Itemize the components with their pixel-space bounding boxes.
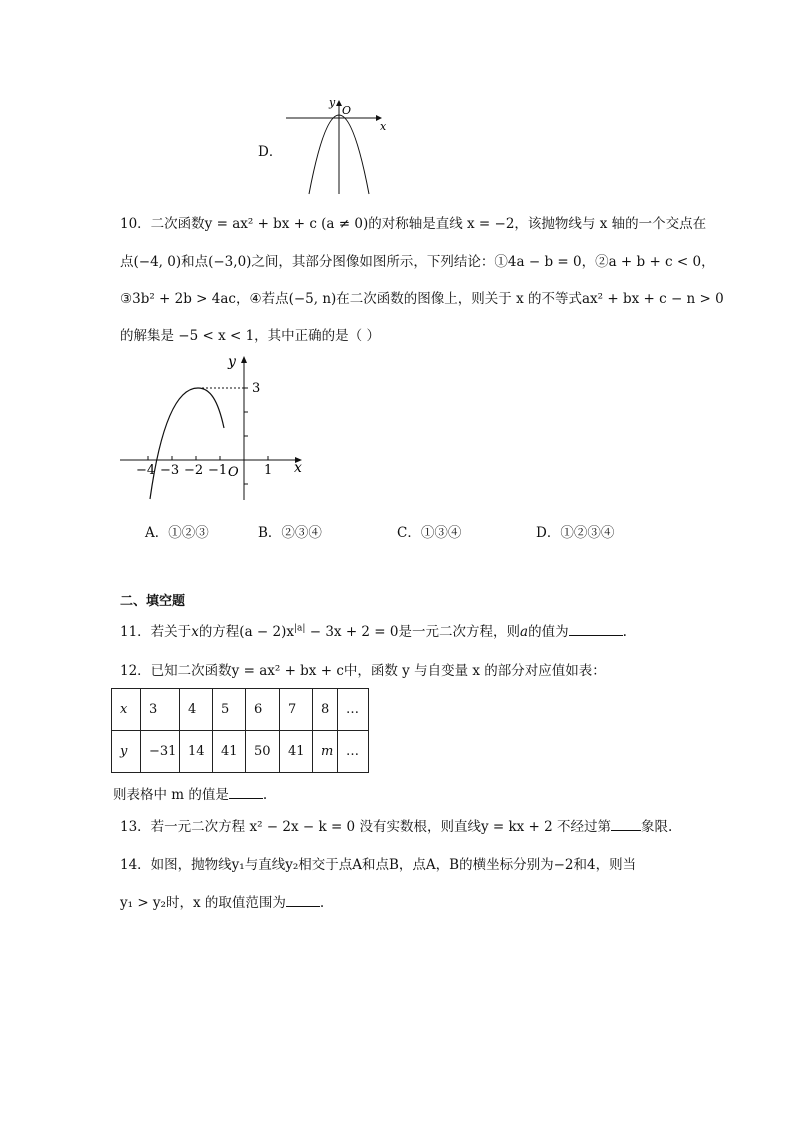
section-title-fill-blank: 二、填空题 — [120, 594, 186, 609]
q11-middle: 的方程(a − 2)x — [198, 624, 294, 640]
table-row — [112, 689, 369, 731]
table-cell: 5 — [213, 689, 246, 731]
q10-option-b[interactable]: B．②③④ — [258, 525, 322, 541]
q10-x-label: x — [294, 460, 302, 476]
q9-y-label: y — [329, 96, 336, 109]
q9-origin-label: O — [342, 104, 352, 117]
q12-value-table — [111, 688, 369, 773]
q9-option-d-label: D． — [258, 144, 283, 160]
q13-body: 13．若一元二次方程 x² − 2x − k = 0 没有实数根，则直线y = kx + 2 不经过第 — [120, 819, 612, 835]
table-cell: 41 — [213, 731, 246, 773]
q11-tail: 的值为 — [528, 624, 569, 640]
q9-graph — [282, 94, 392, 198]
table-row — [112, 731, 369, 773]
table-cell: … — [338, 731, 369, 773]
q10-tick-label-neg4: −4 — [136, 463, 156, 478]
q12-answer-line — [113, 783, 267, 803]
q12-text: 12．已知二次函数y = ax² + bx + c中，函数 y 与自变量 x 的部分对应值如表： — [120, 663, 606, 679]
table-cell: 41 — [280, 731, 313, 773]
q10-graph — [118, 352, 310, 502]
q11-answer-blank[interactable] — [569, 634, 623, 636]
q10-parabola — [150, 388, 224, 499]
q11-end: . — [622, 624, 627, 640]
q14-line2-body: y₁ > y₂时，x 的取值范围为 — [120, 895, 286, 911]
q10-line3: ③3b² + 2b > 4ac，④若点(−5, n)在二次函数的图像上，则关于 x 的不等式ax² + bx + c − n > 0 — [120, 291, 724, 307]
q9-x-label: x — [380, 120, 387, 133]
q10-tick-label-1: 1 — [264, 463, 273, 478]
table-cell: −31 — [141, 731, 180, 773]
q10-tick-label-neg3: −3 — [160, 463, 180, 478]
q10-line1: 10．二次函数y = ax² + bx + c (a ≠ 0)的对称轴是直线 x = −2，该抛物线与 x 轴的一个交点在 — [120, 216, 707, 232]
q10-line2: 点(−4, 0)和点(−3,0)之间，其部分图像如图所示，下列结论：①4a − b = 0，②a + b + c < 0， — [120, 254, 715, 270]
q10-y-label: y — [228, 354, 236, 370]
table-cell: 50 — [246, 731, 280, 773]
q10-origin-label: O — [228, 465, 239, 480]
q12-after: 则表格中 m 的值是 — [113, 787, 229, 803]
table-cell: 8 — [313, 689, 338, 731]
table-cell: y — [112, 731, 141, 773]
q10-option-c[interactable]: C．①③④ — [397, 525, 462, 541]
table-cell: m — [313, 731, 338, 773]
q10-tick-label-neg2: −2 — [184, 463, 204, 478]
table-cell: … — [338, 689, 369, 731]
q12-end: . — [262, 787, 268, 803]
q11-exponent: |a| — [294, 623, 306, 634]
q14-answer-blank[interactable] — [286, 905, 320, 907]
q13-end: 象限. — [641, 819, 673, 835]
q11-var-x: x — [191, 624, 199, 640]
q11-text — [120, 620, 627, 640]
q11-rest: − 3x + 2 = 0是一元二次方程，则 — [305, 624, 521, 640]
q12-answer-blank[interactable] — [229, 797, 263, 799]
q11-prefix: 11．若关于 — [120, 624, 192, 640]
table-cell: 7 — [280, 689, 313, 731]
q11-var-a: a — [520, 624, 529, 640]
table-cell: 6 — [246, 689, 280, 731]
q13-text — [120, 815, 672, 835]
q10-tick-label-neg1: −1 — [208, 463, 228, 478]
table-cell: 4 — [180, 689, 213, 731]
q10-y-arrow — [241, 356, 247, 363]
q10-option-d[interactable]: D．①②③④ — [536, 525, 615, 541]
q14-end: . — [319, 895, 325, 911]
q13-answer-blank[interactable] — [611, 829, 641, 831]
q10-line4: 的解集是 −5 < x < 1，其中正确的是（ ） — [120, 328, 380, 344]
table-cell: 3 — [141, 689, 180, 731]
q10-y-value-label: 3 — [252, 381, 261, 396]
q14-line2 — [120, 891, 324, 911]
table-cell: x — [112, 689, 141, 731]
q14-line1: 14．如图，抛物线y₁与直线y₂相交于点A和点B，点A，B的横坐标分别为−2和4，则当 — [120, 857, 637, 873]
table-cell: 14 — [180, 731, 213, 773]
q10-option-a[interactable]: A．①②③ — [145, 525, 209, 541]
